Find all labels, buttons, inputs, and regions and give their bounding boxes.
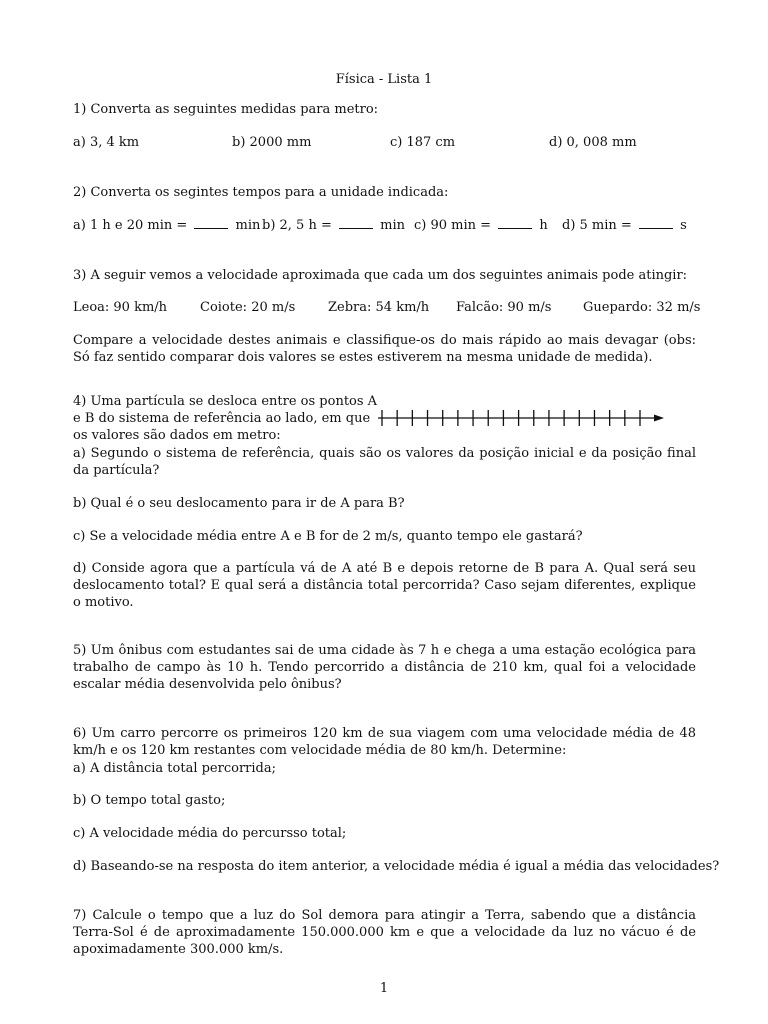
q2-item-d-unit: s [680, 218, 687, 233]
q2-item-b-lhs: b) 2, 5 h = [262, 218, 332, 233]
q3-animal-zebra: Zebra: 54 km/h [328, 300, 430, 315]
q2-prompt: 2) Converta os segintes tempos para a unidade indicada: [73, 185, 449, 200]
q4-item-a: a) Segundo o sistema de referência, quais são os valores da posição inicial e da posição final da partícula? [73, 446, 696, 478]
q6-item-a: a) A distância total percorrida; [73, 761, 276, 776]
q3-animal-coiote: Coiote: 20 m/s [200, 300, 296, 315]
page-title: Física - Lista 1 [335, 72, 433, 87]
number-line-diagram [370, 405, 670, 431]
q2-item-b [262, 217, 405, 234]
q6-item-d: d) Baseando-se na resposta do item anterior, a velocidade média é igual a média das velocidades? [73, 859, 720, 874]
q6-text: 6) Um carro percorre os primeiros 120 km de sua viagem com uma velocidade média de 48 km/h e os 120 km restantes com velocidade média de 80 km/h. Determine: [73, 726, 696, 758]
q2-item-d [562, 217, 687, 234]
q4-intro-line-1: 4) Uma partícula se desloca entre os pontos A [73, 394, 378, 409]
q1-item-d: d) 0, 008 mm [549, 135, 637, 150]
q1-prompt: 1) Converta as seguintes medidas para metro: [73, 102, 379, 117]
q2-blank-d [639, 228, 673, 229]
q5-text: 5) Um ônibus com estudantes sai de uma cidade às 7 h e chega a uma estação ecológica para trabalho de campo às 10 h. Tendo percorrido a distância de 210 km, qual foi a velocidade escalar média desenvolvida pelo ônibus? [73, 643, 696, 692]
q2-item-a-lhs: a) 1 h e 20 min = [73, 218, 188, 233]
q3-prompt: 3) A seguir vemos a velocidade aproximada que cada um dos seguintes animais pode atingir: [73, 268, 688, 283]
q2-blank-c [498, 228, 532, 229]
q4-intro-line-3: os valores são dados em metro: [73, 428, 281, 443]
q2-item-a [73, 217, 260, 234]
q2-item-d-lhs: d) 5 min = [562, 218, 632, 233]
q3-text: Compare a velocidade destes animais e classifique-os do mais rápido ao mais devagar (obs: Só faz sentido comparar dois valores se estes estiverem na mesma unidade de medida). [73, 333, 696, 365]
q1-item-a: a) 3, 4 km [73, 135, 140, 150]
number-line-arrowhead [654, 415, 664, 422]
q2-item-a-unit: min [235, 218, 261, 233]
q2-blank-b [339, 228, 373, 229]
q2-item-c [414, 217, 548, 234]
q4-item-b: b) Qual é o seu deslocamento para ir de A para B? [73, 496, 405, 511]
page-number: 1 [379, 981, 389, 996]
q2-item-b-unit: min [380, 218, 406, 233]
q7-text: 7) Calcule o tempo que a luz do Sol demora para atingir a Terra, sabendo que a distância Terra-Sol é de aproximadamente 150.000.000 km e que a velocidade da luz no vácuo é de apoximadamente 300.000 km/s. [73, 908, 696, 957]
q1-item-b: b) 2000 mm [232, 135, 312, 150]
q2-blank-a [194, 228, 228, 229]
q2-item-c-lhs: c) 90 min = [414, 218, 492, 233]
q2-item-c-unit: h [539, 218, 548, 233]
q6-item-c: c) A velocidade média do percursso total; [73, 826, 347, 841]
q1-item-c: c) 187 cm [390, 135, 456, 150]
q4-item-c: c) Se a velocidade média entre A e B for de 2 m/s, quanto tempo ele gastará? [73, 529, 583, 544]
q3-animal-leoa: Leoa: 90 km/h [73, 300, 168, 315]
q6-item-b: b) O tempo total gasto; [73, 793, 226, 808]
q4-intro-line-2: e B do sistema de referência ao lado, em que [73, 411, 371, 426]
q3-animal-guepardo: Guepardo: 32 m/s [583, 300, 701, 315]
q3-animal-falcao: Falcão: 90 m/s [456, 300, 552, 315]
q4-item-d: d) Conside agora que a partícula vá de A até B e depois retorne de B para A. Qual será seu deslocamento total? E qual será a distância total percorrida? Caso sejam diferentes, explique o motivo. [73, 561, 696, 610]
